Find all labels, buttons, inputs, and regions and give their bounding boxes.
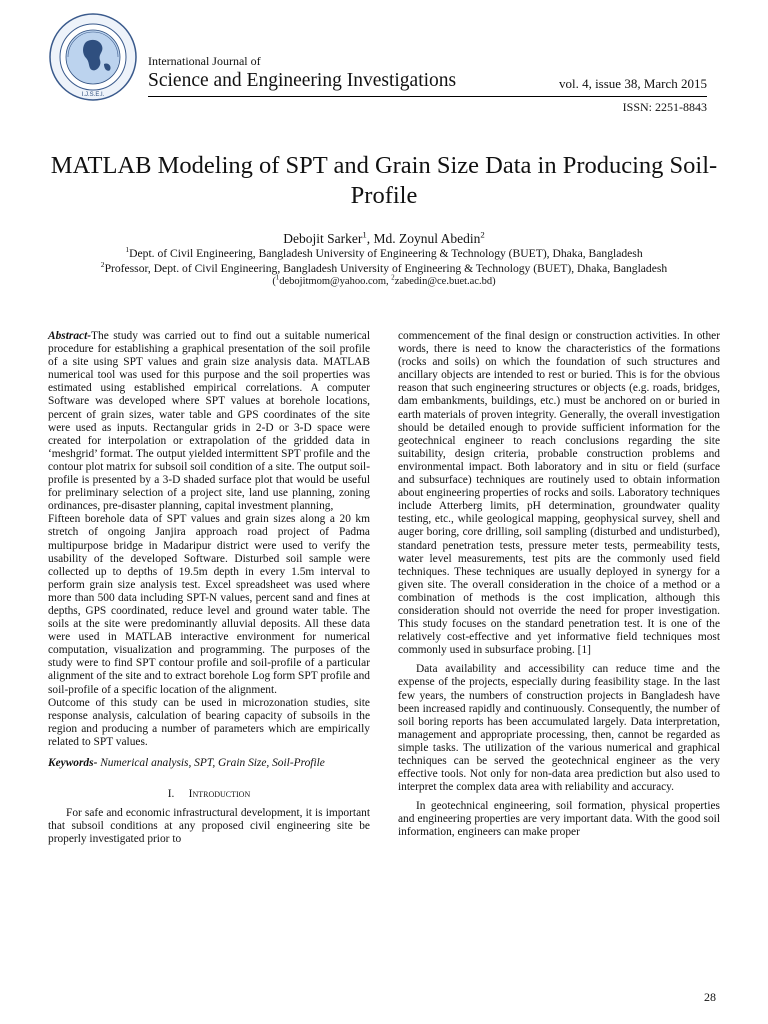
email-1-mark: 1 [275,274,280,282]
author-line [40,231,728,247]
abstract-text-1: The study was carried out to find out a suitable numerical procedure for establishing a graphical presentation of the soil profile of a site using SPT values and grain size analysis data. MATLAB numerical tool was used for this purpose and the soil properties was estimated using established empirical correlations. A computer Software was developed where SPT values at borehole locations, percent of grain sizes, water table and GPS coordinates of the site were used as inputs. Rectangular grids in 2-D or 3-D space were created for interpolation or extrapolation of the gridded data in ‘meshgrid’ format. The output yielded intermittent SPT profile and the contour plot matrix for subsoil soil condition of a site. The output soil-profile is presented by a 3-D shaded surface plot that would be useful for preliminary selection of a project site, land use planning, zoning ordinances, pre-disaster planning, capital investment planning, [48,330,370,513]
affiliation-1 [20,246,748,261]
email-2: zabedin@ce.buet.ac.bd) [394,276,496,287]
email-open: ( [272,276,276,287]
issn: ISSN: 2251-8843 [622,100,707,114]
abstract-paragraph-2: Fifteen borehole data of SPT values and grain sizes along a 20 km stretch of ongoing Janjira approach road project of Padma multipurpose bridge in Madaripur district were used to verify the usability of the developed Software. Disturbed soil sample were collected up to depths of 19.5m depth in every 1.5m interval to perform grain size analysis test. Excel spreadsheet was used where more than 500 data including SPT-N values, percent sand and fines at depths, GPS coordinated, reduce level and ground water table. The soils at the site were predominantly alluvial deposits. All these data were used in MATLAB interactive environment for numerical computation, visualization and programming. The purposes of the study were to find SPT contour profile and soil-profile of a particular alignment of the site and to extract borehole Log form SPT profile and soil-profile of a specific location of the alignment. [48,513,370,696]
journal-name-line2: Science and Engineering Investigations [148,70,457,91]
intro-paragraph-3: Data availability and accessibility can reduce time and the expense of the projects, especially during feasibility stage. In the last few years, the numbers of construction projects in Bangladesh have been increased rapidly and continuously. Consequently, the number of soil boring reports has been accumulated largely. Data interpretation, management and appropriate processing, then, cannot be regarded as simple tasks. The utilization of the various numerical and graphical techniques can be served the geotechnical engineer as the very effective tools. Not only for non-data area prediction but also used to interpret the complex data area with reliability and accuracy. [398,663,720,794]
abstract-paragraph-1 [48,330,370,513]
section-number: I. [167,788,175,801]
author-emails [40,276,728,287]
right-column [398,330,720,840]
author-2: Md. Zoynul Abedin [373,231,481,246]
affiliation-2 [20,261,748,276]
journal-name-line1: International Journal of [148,54,261,68]
abstract-paragraph-3: Outcome of this study can be used in microzonation studies, site response analysis, calculation of bearing capacity of subsoils in the region and producing a number of parameters which are empirically related to SPT values. [48,696,370,748]
affiliation-1-text: Dept. of Civil Engineering, Bangladesh University of Engineering & Technology (BUET), Dhaka, Bangladesh [129,247,643,260]
email-1: debojitmom@yahoo.com, [279,276,392,287]
section-title: Introduction [188,788,251,801]
keywords-label: Keywords- [48,757,98,769]
page-number: 28 [704,990,716,1004]
intro-paragraph-1: For safe and economic infrastructural development, it is important that subsoil conditions at any proposed civil engineering site be properly investigated prior to [48,807,370,846]
left-column [48,330,370,846]
journal-logo [48,12,138,102]
section-heading-introduction [48,788,370,801]
affiliation-2-text: Professor, Dept. of Civil Engineering, Bangladesh University of Engineering & Technology (BUET), Dhaka, Bangladesh [104,262,668,275]
keywords-text: Numerical analysis, SPT, Grain Size, Soil-Profile [97,757,325,769]
author-separator: , [366,231,374,246]
author-2-mark: 2 [480,229,485,240]
affiliation-1-mark: 1 [125,245,130,255]
author-1: Debojit Sarker [283,231,363,246]
paper-title: MATLAB Modeling of SPT and Grain Size Data in Producing Soil-Profile [50,152,718,209]
intro-paragraph-4: In geotechnical engineering, soil formation, physical properties and engineering properties are very important data. With the good soil information, engineers can make proper [398,800,720,839]
volume-issue: vol. 4, issue 38, March 2015 [558,76,707,91]
keywords [48,757,370,770]
email-2-mark: 2 [391,274,395,282]
logo-text: I.J.S.E.I. [81,92,105,98]
header-rule [148,96,707,97]
abstract-label: Abstract- [48,330,92,342]
author-1-mark: 1 [362,229,367,240]
journal-header [0,0,768,118]
intro-paragraph-2: commencement of the final design or construction activities. In other words, there is need to know the characteristics of the formations (rocks and soils) on which the foundation of such structures and ancillary objects are intended to rest or buried. This is for the obvious reason that such engineering structures or objects (e.g. roads, bridges, dam embankments, buildings, etc.) must be anchored on or buried in earth materials of proven integrity. Generally, the overall investigation should be detailed enough to provide sufficient information for the geotechnical engineer to reach conclusions regarding the site suitability, design criteria, probable construction problems and environmental impact. Both laboratory and in situ or field (surface and subsurface) techniques are routinely used to obtain information about engineering properties of rocks and soils. Laboratory techniques include Atterberg limits, pH determination, groundwater quality testing, etc., while geological mapping, geophysical survey, shell and auger boring, core drilling, soil sampling (disturbed and undisturbed), standard penetration tests, pressure meter tests, permeability tests, water level measurements, test pits are the commonly used field techniques. These techniques are usually deployed in synergy for a given site. The overall consideration in the choice of a method or a combination of methods is the cost implication, although this consideration should not override the need for proper investigation. This study focuses on the standard penetration test. It is one of the relatively cost-effective and yet informative field techniques most commonly used in subsurface probing. [1] [398,330,720,657]
globe-logo-icon [48,12,138,102]
affiliation-2-mark: 2 [100,260,105,270]
